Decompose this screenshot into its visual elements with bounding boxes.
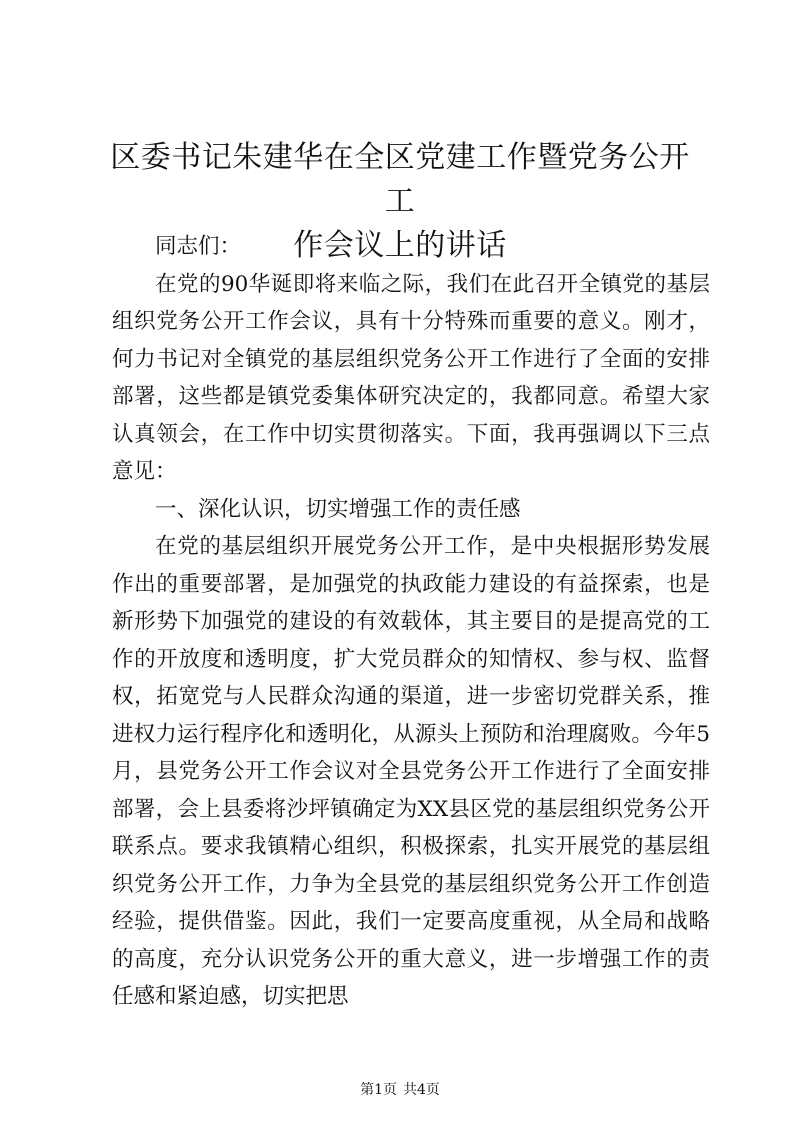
title-line-1: 区委书记朱建华在全区党建工作暨党务公开工 (110, 140, 690, 219)
page-number: 第1页 (360, 1082, 397, 1098)
page-total: 共4页 (403, 1082, 440, 1098)
title-line-2: 作会议上的讲话 (293, 228, 507, 263)
salutation: 同志们： (155, 234, 242, 259)
section-heading-1: 一、深化认识，切实增强工作的责任感 (155, 496, 521, 522)
page-footer (0, 1080, 800, 1100)
document-body (112, 228, 710, 1016)
paragraph-intro: 在党的90华诞即将来临之际，我们在此召开全镇党的基层组织党务公开工作会议，具有十分特殊而重要的意义。刚才，何力书记对全镇党的基层组织党务公开工作进行了全面的安排部署，这些都是镇党委集体研究决定的，我都同意。希望大家认真领会，在工作中切实贯彻落实。下面，我再强调以下三点意见： (112, 271, 710, 484)
paragraph-section-1: 在党的基层组织开展党务公开工作，是中央根据形势发展作出的重要部署，是加强党的执政能力建设的有益探索，也是新形势下加强党的建设的有效载体，其主要目的是提高党的工作的开放度和透明度，扩大党员群众的知情权、参与权、监督权，拓宽党与人民群众沟通的渠道，进一步密切党群关系，推进权力运行程序化和透明化，从源头上预防和治理腐败。今年5月，县党务公开工作会议对全县党务公开工作进行了全面安排部署，会上县委将沙坪镇确定为XX县区党的基层组织党务公开联系点。要求我镇精心组织，积极探索，扎实开展党的基层组织党务公开工作，力争为全县党的基层组织党务公开工作创造经验，提供借鉴。因此，我们一定要高度重视，从全局和战略的高度，充分认识党务公开的重大意义，进一步增强工作的责任感和紧迫感，切实把思 (112, 534, 710, 1009)
